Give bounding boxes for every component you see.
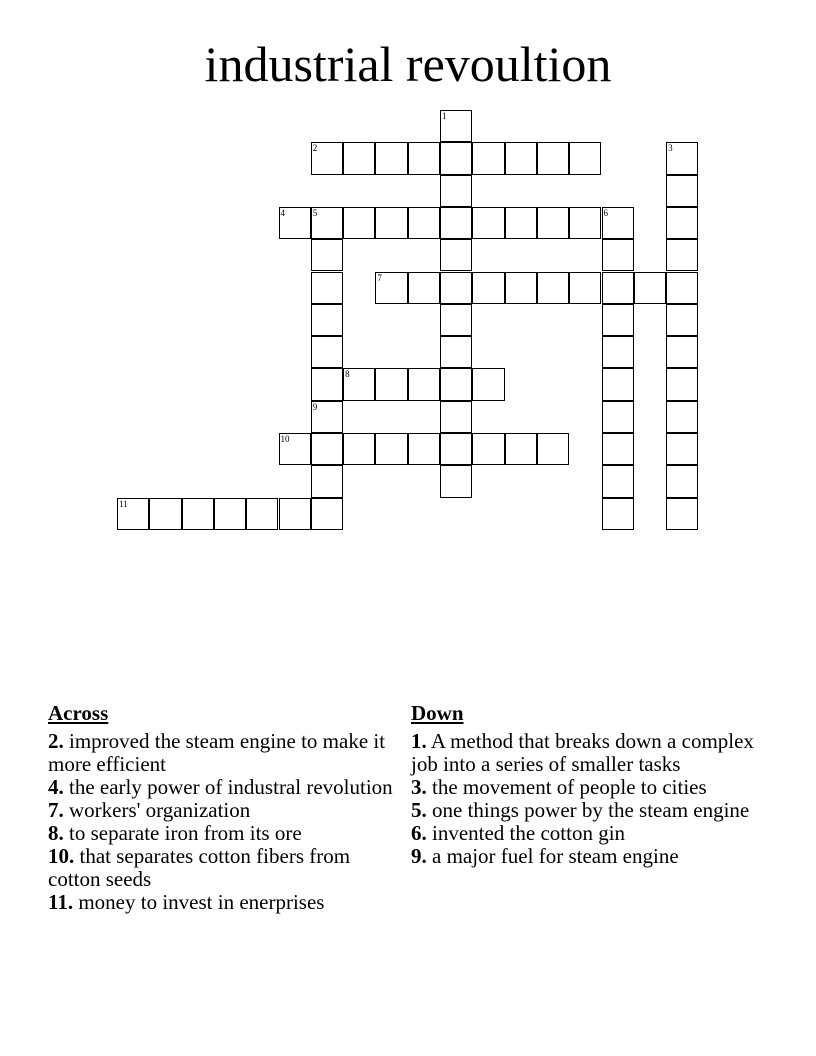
- grid-cell[interactable]: [375, 142, 407, 174]
- grid-cell[interactable]: [569, 207, 601, 239]
- grid-cell[interactable]: [408, 368, 440, 400]
- across-heading: Across: [48, 701, 109, 725]
- clue-number: 9.: [411, 844, 427, 868]
- grid-cell[interactable]: [311, 401, 343, 433]
- grid-cell[interactable]: [343, 207, 375, 239]
- grid-cell[interactable]: [182, 498, 214, 530]
- grid-cell[interactable]: [214, 498, 246, 530]
- clue-number: 7.: [48, 798, 64, 822]
- clue-number: 6.: [411, 821, 427, 845]
- grid-cell[interactable]: [440, 110, 472, 142]
- grid-cell[interactable]: [311, 368, 343, 400]
- grid-cell[interactable]: [408, 433, 440, 465]
- clue-text: money to invest in enerprises: [78, 890, 325, 914]
- grid-cell[interactable]: [602, 368, 634, 400]
- grid-cell[interactable]: [634, 272, 666, 304]
- grid-cell[interactable]: [246, 498, 278, 530]
- grid-cell[interactable]: [666, 142, 698, 174]
- grid-cell[interactable]: [311, 465, 343, 497]
- across-clue: [48, 845, 398, 891]
- grid-cell[interactable]: [472, 433, 504, 465]
- clue-text: to separate iron from its ore: [69, 821, 302, 845]
- grid-cell[interactable]: [666, 401, 698, 433]
- across-clue: [48, 730, 398, 776]
- grid-cell[interactable]: [375, 368, 407, 400]
- clue-number: 11.: [48, 890, 74, 914]
- cell-number: 10: [280, 434, 290, 444]
- down-heading: Down: [411, 701, 464, 725]
- grid-cell[interactable]: [666, 336, 698, 368]
- grid-cell[interactable]: [279, 433, 311, 465]
- grid-cell[interactable]: [537, 272, 569, 304]
- grid-cell[interactable]: [440, 368, 472, 400]
- clue-text: the early power of industral revolution: [69, 775, 393, 799]
- grid-cell[interactable]: [311, 272, 343, 304]
- across-clue: [48, 891, 398, 914]
- grid-cell[interactable]: [408, 207, 440, 239]
- cell-number: 7: [377, 272, 382, 283]
- down-clue: [411, 845, 761, 868]
- grid-cell[interactable]: [311, 239, 343, 271]
- grid-cell[interactable]: [505, 272, 537, 304]
- clue-text: improved the steam engine to make it more efficient: [48, 729, 386, 776]
- grid-cell[interactable]: [408, 142, 440, 174]
- grid-cell[interactable]: [666, 239, 698, 271]
- cell-number: 1: [442, 111, 447, 121]
- across-clue: [48, 776, 398, 799]
- grid-cell[interactable]: [149, 498, 181, 530]
- down-clue: [411, 776, 761, 799]
- clue-number: 8.: [48, 821, 64, 845]
- grid-cell[interactable]: [375, 433, 407, 465]
- grid-cell[interactable]: [311, 433, 343, 465]
- clue-text: one things power by the steam engine: [432, 798, 750, 822]
- clue-number: 1.: [411, 729, 427, 753]
- grid-cell[interactable]: [472, 207, 504, 239]
- grid-cell[interactable]: [602, 272, 634, 304]
- grid-cell[interactable]: [440, 175, 472, 207]
- grid-cell[interactable]: [311, 304, 343, 336]
- grid-cell[interactable]: [666, 207, 698, 239]
- grid-cell[interactable]: [440, 272, 472, 304]
- grid-cell[interactable]: [117, 498, 149, 530]
- down-clue: [411, 799, 761, 822]
- grid-cell[interactable]: [472, 272, 504, 304]
- grid-cell[interactable]: [602, 239, 634, 271]
- cell-number: 4: [280, 207, 285, 218]
- across-clue: [48, 822, 398, 845]
- grid-cell[interactable]: [537, 433, 569, 465]
- grid-cell[interactable]: [505, 142, 537, 174]
- grid-cell[interactable]: [666, 272, 698, 304]
- cell-number: 6: [603, 207, 608, 218]
- grid-cell[interactable]: [311, 336, 343, 368]
- grid-cell[interactable]: [666, 433, 698, 465]
- grid-cell[interactable]: [343, 368, 375, 400]
- grid-cell[interactable]: [375, 272, 407, 304]
- grid-cell[interactable]: [505, 433, 537, 465]
- clue-text: a major fuel for steam engine: [432, 844, 679, 868]
- grid-cell[interactable]: [408, 272, 440, 304]
- grid-cell[interactable]: [602, 336, 634, 368]
- cell-number: 9: [312, 401, 318, 412]
- grid-cell[interactable]: [440, 239, 472, 271]
- grid-cell[interactable]: [537, 207, 569, 239]
- grid-cell[interactable]: [440, 336, 472, 368]
- cell-number: 5: [312, 207, 318, 218]
- down-clues: [411, 702, 761, 868]
- cell-number: 3: [668, 143, 673, 154]
- grid-cell[interactable]: [666, 175, 698, 207]
- grid-cell[interactable]: [666, 304, 698, 336]
- grid-cell[interactable]: [279, 207, 311, 239]
- clue-text: A method that breaks down a complex job into a series of smaller tasks: [411, 729, 754, 776]
- grid-cell[interactable]: [375, 207, 407, 239]
- grid-cell[interactable]: [569, 272, 601, 304]
- down-clue: [411, 730, 761, 776]
- grid-cell[interactable]: [537, 142, 569, 174]
- grid-cell[interactable]: [440, 304, 472, 336]
- grid-cell[interactable]: [279, 498, 311, 530]
- grid-cell[interactable]: [440, 401, 472, 433]
- grid-cell[interactable]: [666, 465, 698, 497]
- clue-number: 5.: [411, 798, 427, 822]
- grid-cell[interactable]: [602, 401, 634, 433]
- clue-text: that separates cotton fibers from cotton seeds: [48, 844, 351, 891]
- grid-cell[interactable]: [602, 498, 634, 530]
- clue-number: 4.: [48, 775, 64, 799]
- grid-cell[interactable]: [602, 433, 634, 465]
- clue-number: 3.: [411, 775, 427, 799]
- grid-cell[interactable]: [472, 142, 504, 174]
- grid-cell[interactable]: [472, 368, 504, 400]
- clue-text: invented the cotton gin: [432, 821, 626, 845]
- cell-number: 2: [312, 143, 318, 154]
- grid-cell[interactable]: [569, 142, 601, 174]
- grid-cell[interactable]: [311, 207, 343, 239]
- clue-text: workers' organization: [69, 798, 251, 822]
- grid-cell[interactable]: [440, 433, 472, 465]
- cell-number: 11: [119, 498, 128, 509]
- across-clues: [48, 702, 398, 914]
- grid-cell[interactable]: [602, 465, 634, 497]
- grid-cell[interactable]: [666, 368, 698, 400]
- grid-cell[interactable]: [311, 142, 343, 174]
- across-clue: [48, 799, 398, 822]
- clue-number: 2.: [48, 729, 64, 753]
- grid-cell[interactable]: [343, 433, 375, 465]
- clue-number: 10.: [48, 844, 75, 868]
- grid-cell[interactable]: [440, 142, 472, 174]
- grid-cell[interactable]: [602, 304, 634, 336]
- grid-cell[interactable]: [602, 207, 634, 239]
- clue-text: the movement of people to cities: [432, 775, 707, 799]
- grid-cell[interactable]: [440, 207, 472, 239]
- puzzle-title: industrial revoultion: [204, 36, 612, 92]
- grid-cell[interactable]: [311, 498, 343, 530]
- grid-cell[interactable]: [505, 207, 537, 239]
- grid-cell[interactable]: [666, 498, 698, 530]
- grid-cell[interactable]: [343, 142, 375, 174]
- cell-number: 8: [345, 369, 350, 380]
- down-clue: [411, 822, 761, 845]
- grid-cell[interactable]: [440, 465, 472, 497]
